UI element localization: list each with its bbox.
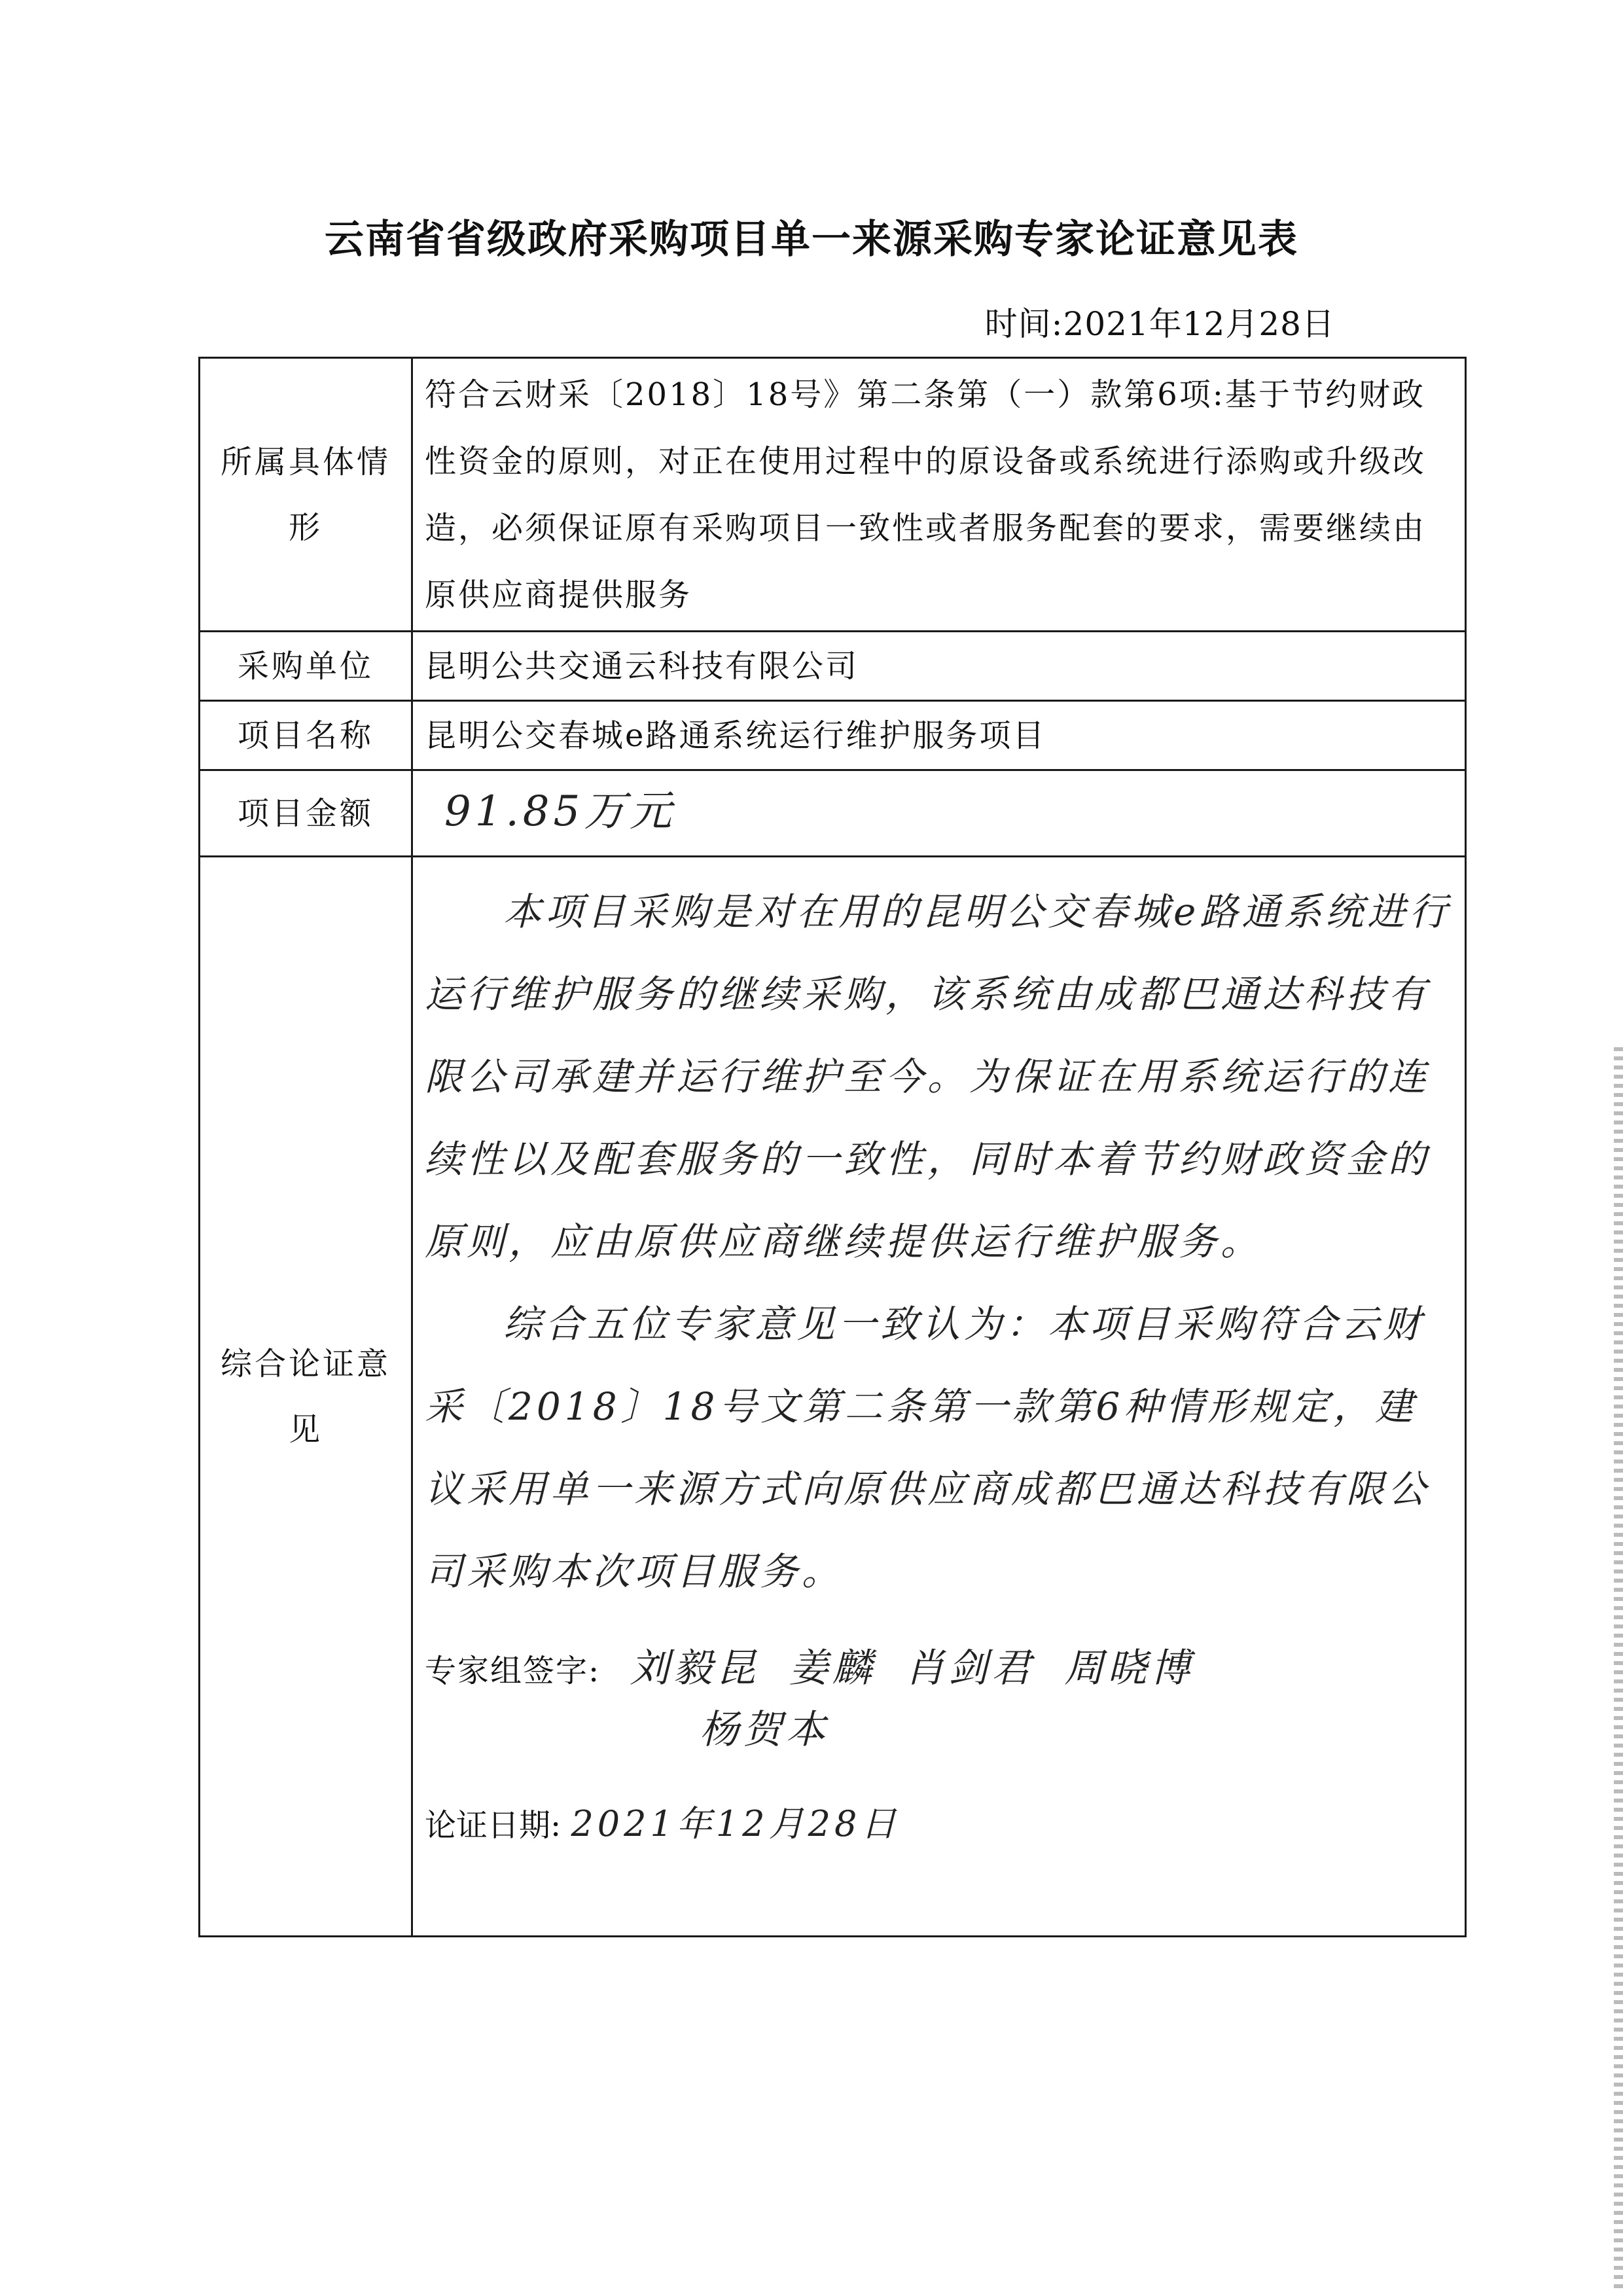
row-opinion	[200, 857, 1466, 1937]
value-opinion	[412, 857, 1466, 1937]
document-title: 云南省省级政府采购项目单一来源采购专家论证意见表	[325, 217, 1298, 262]
date-label: 论证日期:	[425, 1807, 562, 1844]
row-amount	[200, 770, 1466, 857]
row-project-name	[200, 701, 1466, 770]
value-purchaser: 昆明公共交通云科技有限公司	[412, 632, 1466, 701]
signature-block	[425, 1639, 1453, 1762]
label-opinion: 综合论证意见	[200, 857, 412, 1937]
row-situation	[200, 358, 1466, 632]
label-purchaser: 采购单位	[200, 632, 412, 701]
value-project-name: 昆明公交春城e路通系统运行维护服务项目	[412, 701, 1466, 770]
label-amount: 项目金额	[200, 770, 412, 857]
value-situation: 符合云财采〔2018〕18号》第二条第（一）款第6项:基于节约财政性资金的原则，对正在使用过程中的原设备或系统进行添购或升级改造，必须保证原有采购项目一致性或者服务配套的要求，需要继续由原供应商提供服务	[412, 358, 1466, 632]
form-date: 时间:2021年12月28日	[984, 305, 1335, 343]
label-project-name: 项目名称	[200, 701, 412, 770]
signature: 杨贺本	[700, 1707, 829, 1753]
scan-edge-artifact	[1614, 1047, 1623, 2291]
signature: 周晓博	[1064, 1645, 1194, 1691]
opinion-form-table	[198, 357, 1467, 1937]
date-value-handwritten: 2021年12月28日	[571, 1803, 901, 1844]
opinion-paragraph-2: 综合五位专家意见一致认为：本项目采购符合云财采〔2018〕18号文第二条第一款第6种情形规定，建议采用单一来源方式向原供应商成都巴通达科技有限公司采购本次项目服务。	[425, 1302, 1431, 1594]
opinion-paragraph-1: 本项目采购是对在用的昆明公交春城e路通系统进行运行维护服务的继续采购，该系统由成都巴通达科技有限公司承建并运行维护至今。为保证在用系统运行的连续性以及配套服务的一致性，同时本着节约财政资金的原则，应由原供应商继续提供运行维护服务。	[425, 889, 1452, 1264]
signature: 肖剑君	[904, 1645, 1035, 1691]
amount-handwritten: 91.85万元	[444, 787, 676, 836]
row-purchaser	[200, 632, 1466, 701]
sign-label: 专家组签字:	[425, 1653, 601, 1689]
signature: 刘毅昆	[630, 1645, 760, 1691]
label-situation: 所属具体情形	[200, 358, 412, 632]
signature: 姜麟	[789, 1645, 876, 1691]
opinion-date-row	[425, 1788, 1453, 1861]
value-amount	[412, 770, 1466, 857]
